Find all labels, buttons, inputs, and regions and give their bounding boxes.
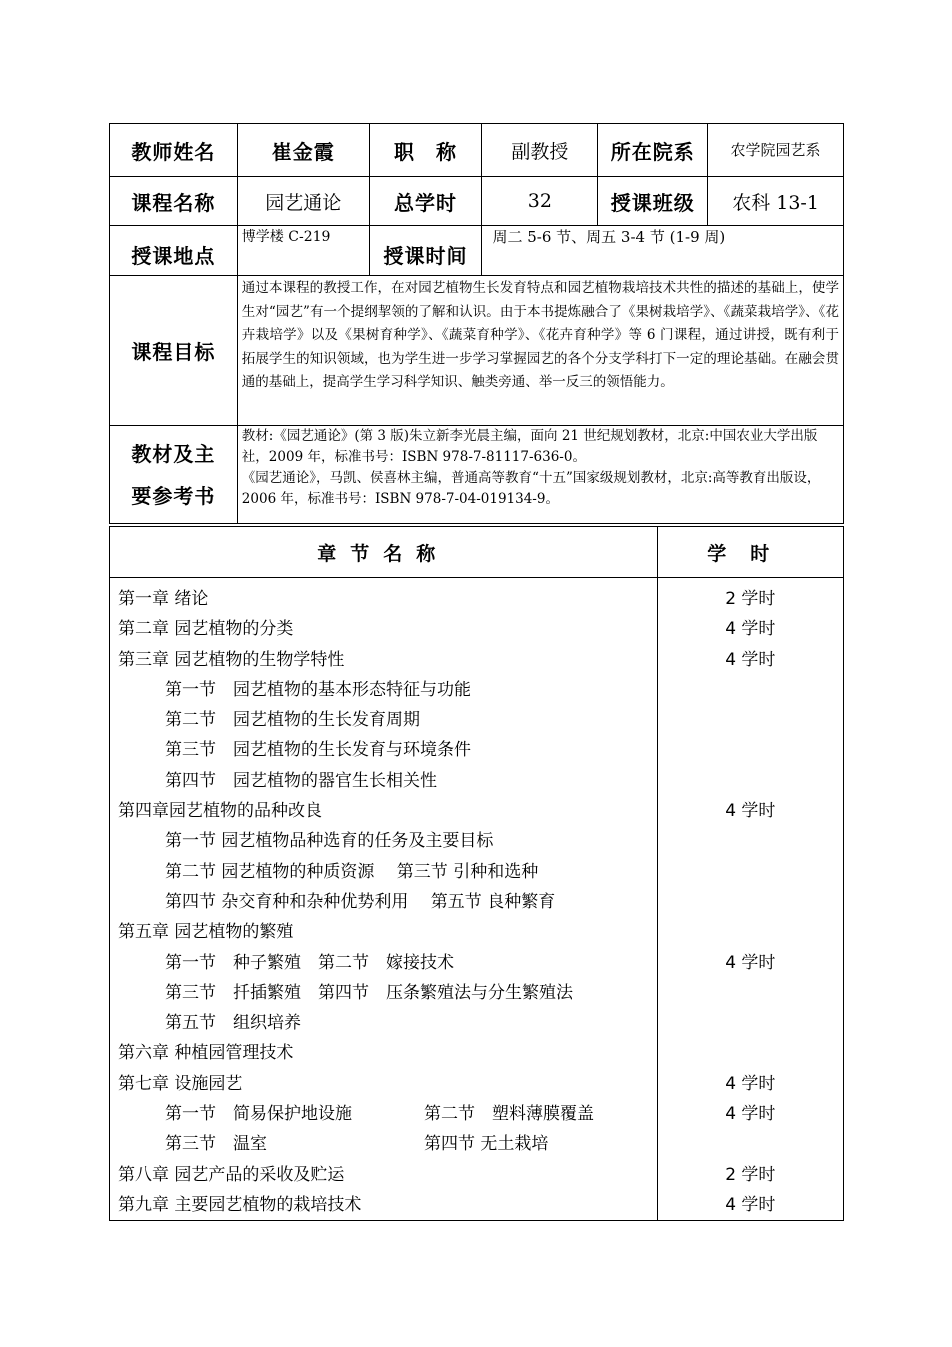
- chapter-line: [118, 1069, 657, 1099]
- goal-label: 课程目标: [110, 276, 238, 426]
- chapter-line: [118, 1008, 657, 1038]
- chapter-hours: 4 学时: [725, 1073, 776, 1094]
- place-label: 授课地点: [110, 226, 238, 276]
- chapter-line-text: 第七章 设施园艺: [118, 1073, 243, 1094]
- dept-value: 农学院园艺系: [708, 124, 844, 177]
- chapter-line-text: 第五章 园艺植物的繁殖: [118, 922, 294, 943]
- chapter-line: [118, 1038, 657, 1068]
- chapter-hours: 4 学时: [725, 1104, 776, 1125]
- chapter-line-text: 第一节 园艺植物的基本形态特征与功能: [165, 679, 471, 700]
- chapter-line-text: 第九章 主要园艺植物的栽培技术: [118, 1194, 362, 1215]
- time-value: 周二 5-6 节、周五 3-4 节 (1-9 周): [482, 226, 844, 276]
- books-text: [237, 426, 843, 524]
- dept-label: 所在院系: [598, 124, 708, 177]
- chapter-line: [118, 584, 657, 614]
- hours-header: 学时: [657, 527, 843, 578]
- chapter-line: [118, 705, 657, 735]
- chapter-line-text: 第四节 杂交育种和杂种优势利用 第五节 良种繁育: [165, 891, 556, 912]
- books-label-line2: 要参考书: [131, 483, 216, 508]
- class-value: 农科 13-1: [708, 177, 844, 226]
- chapter-hours: [658, 1129, 843, 1159]
- chapter-line: [118, 978, 657, 1008]
- chapter-hours: 4 学时: [725, 801, 776, 822]
- chapter-line: [118, 826, 657, 856]
- chapter-hours: [658, 1008, 843, 1038]
- chapter-hours: 4 学时: [725, 952, 776, 973]
- course-name: 园艺通论: [237, 177, 369, 226]
- chapter-line: [118, 645, 657, 675]
- chapter-line: [118, 1099, 657, 1129]
- class-label: 授课班级: [598, 177, 708, 226]
- chapter-line: [118, 796, 657, 826]
- chapter-line-text: 第五节 组织培养: [165, 1013, 301, 1034]
- chapter-line: [118, 735, 657, 765]
- reference-book: 《园艺通论》，马凯、侯喜林主编，普通高等教育“十五”国家级规划教材，北京:高等教育出版设，2006 年，标准书号：ISBN 978-7-04-019134-9。: [241, 470, 821, 507]
- chapter-line-text: 第三章 园艺植物的生物学特性: [118, 649, 345, 670]
- chapter-line-text: 第三节 扦插繁殖 第四节 压条繁殖法与分生繁殖法: [165, 982, 573, 1003]
- chapter-line-text: 第二节 园艺植物的生长发育周期: [165, 710, 420, 731]
- books-label-line1: 教材及主: [131, 441, 216, 466]
- chapter-line: [118, 1160, 657, 1190]
- chapter-hours: [658, 766, 843, 796]
- chapter-hours: [658, 887, 843, 917]
- course-info-table: [109, 123, 844, 524]
- textbook: 教材:《园艺通论》(第 3 版)朱立新李光晨主编，面向 21 世纪规划教材，北京:中国农业大学出版社，2009 年，标准书号：ISBN 978-7-81117-636-0。: [241, 428, 818, 465]
- chapter-hours: [658, 735, 843, 765]
- chapter-hours: [658, 978, 843, 1008]
- chapter-hours: 4 学时: [725, 619, 776, 640]
- chapter-hours: [658, 675, 843, 705]
- place-value: 博学楼 C-219: [237, 226, 369, 276]
- chapter-line-text: 第三节 园艺植物的生长发育与环境条件: [165, 740, 471, 761]
- chapter-line-text: 第一节 园艺植物品种选育的任务及主要目标: [165, 831, 494, 852]
- chapter-line: [118, 948, 657, 978]
- chapter-line-text: 第三节 温室: [165, 1134, 267, 1155]
- chapter-hours: [658, 826, 843, 856]
- chapter-line-second-section: 第二节 塑料薄膜覆盖: [424, 1104, 594, 1125]
- chapter-line: [118, 1190, 657, 1220]
- chapter-line-text: 第二章 园艺植物的分类: [118, 619, 294, 640]
- chapter-line: [118, 917, 657, 947]
- chapter-line-text: 第一章 绪论: [118, 589, 209, 609]
- chapter-line: [118, 1129, 657, 1159]
- chapter-name-header: 章节名称: [110, 527, 658, 578]
- chapter-line: [118, 614, 657, 644]
- chapter-line: [118, 887, 657, 917]
- chapter-hours: [658, 705, 843, 735]
- chapter-line-text: 第四节 园艺植物的器官生长相关性: [165, 770, 437, 791]
- course-name-label: 课程名称: [110, 177, 238, 226]
- chapter-line-text: 第一节 种子繁殖 第二节 嫁接技术: [165, 952, 454, 973]
- chapter-list-cell: [110, 578, 658, 1221]
- chapter-line-second-section: 第四节 无土栽培: [424, 1134, 549, 1155]
- total-hours-label: 总学时: [369, 177, 482, 226]
- chapter-line: [118, 766, 657, 796]
- hours-list-cell: [657, 578, 843, 1221]
- chapter-hours: [658, 1038, 843, 1068]
- chapter-line-text: 第一节 简易保护地设施: [165, 1104, 352, 1125]
- chapter-hours: 2 学时: [725, 589, 776, 609]
- chapter-list: [110, 578, 657, 1220]
- chapter-line-text: 第二节 园艺植物的种质资源 第三节 引种和选种: [165, 861, 539, 882]
- hours-list: [658, 578, 843, 1220]
- title-label: 职 称: [369, 124, 482, 177]
- chapter-hours: 4 学时: [725, 649, 776, 670]
- chapter-line: [118, 675, 657, 705]
- chapter-hours: [658, 917, 843, 947]
- chapter-hours: 4 学时: [725, 1194, 776, 1215]
- time-label: 授课时间: [369, 226, 482, 276]
- chapter-line: [118, 857, 657, 887]
- goal-text: 通过本课程的教授工作，在对园艺植物生长发育特点和园艺植物栽培技术共性的描述的基础上，使学生对“园艺”有一个提纲挈领的了解和认识。由于本书提炼融合了《果树栽培学》、《蔬菜栽培学》、《花卉栽培学》以及《果树育种学》、《蔬菜育种学》、《花卉育种学》等 6 门课程，通过讲授，既有利于拓展学生的知识领域，也为学生进一步学习掌握园艺的各个分支学科打下一定的理论基础。在融会贯通的基础上，提高学生学习科学知识、触类旁通、举一反三的领悟能力。: [237, 276, 843, 426]
- chapter-line-text: 第六章 种植园管理技术: [118, 1043, 294, 1064]
- chapter-line-text: 第八章 园艺产品的采收及贮运: [118, 1164, 345, 1185]
- chapter-hours: [658, 857, 843, 887]
- chapter-table: [109, 526, 844, 1221]
- chapter-line-text: 第四章园艺植物的品种改良: [118, 801, 322, 822]
- teacher-name: 崔金霞: [237, 124, 369, 177]
- title-value: 副教授: [482, 124, 598, 177]
- chapter-hours: 2 学时: [725, 1164, 776, 1185]
- books-label: [110, 426, 238, 524]
- teacher-name-label: 教师姓名: [110, 124, 238, 177]
- total-hours: 32: [482, 177, 598, 226]
